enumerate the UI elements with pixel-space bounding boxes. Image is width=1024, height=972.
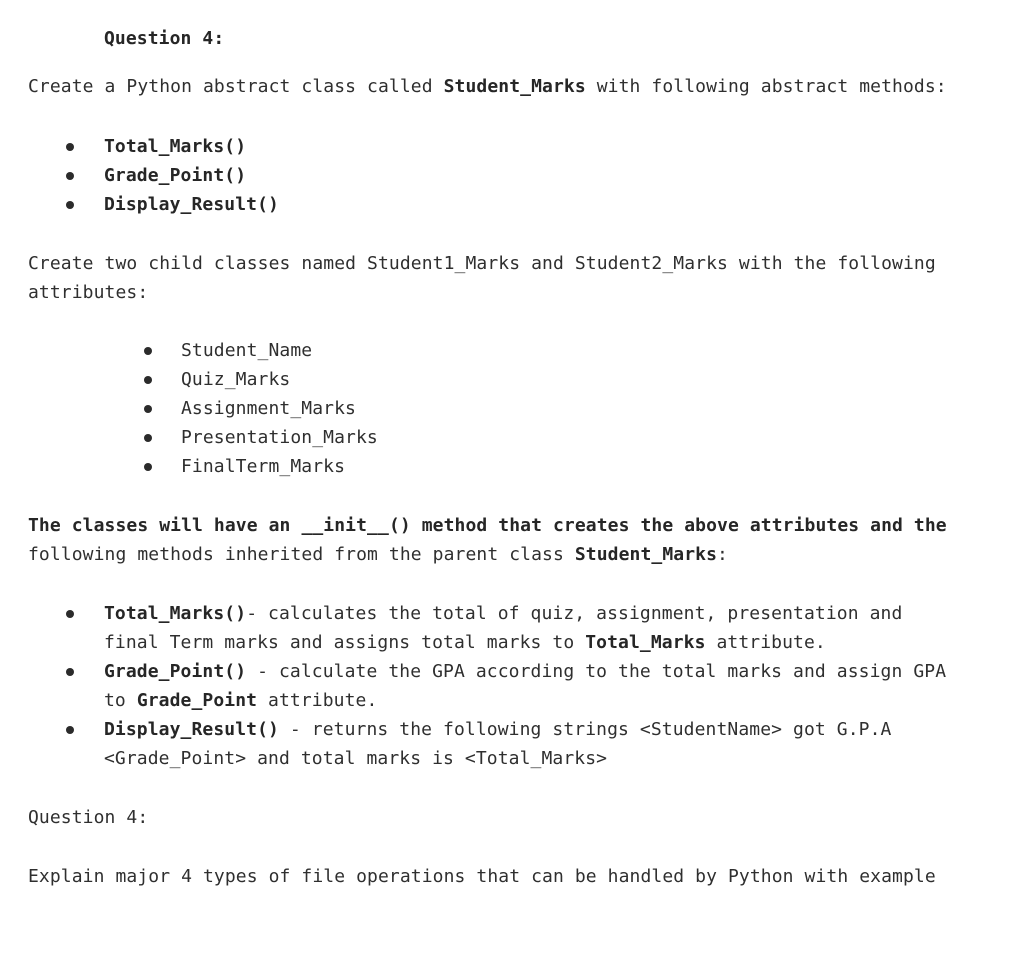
list-item: Total_Marks() <box>104 136 247 157</box>
bullet-icon <box>66 610 74 618</box>
list-item: Grade_Point() <box>104 165 247 186</box>
bullet-icon <box>66 143 74 151</box>
children-paragraph-line2: attributes: <box>28 282 149 303</box>
init-paragraph-line1: The classes will have an __init__() method that creates the above attributes and the <box>28 515 947 536</box>
list-item: Presentation_Marks <box>181 427 378 448</box>
list-item: Display_Result() <box>104 194 279 215</box>
question-heading-2: Question 4: <box>28 807 149 828</box>
bullet-icon <box>66 201 74 209</box>
list-item-continuation: final Term marks and assigns total marks to Total_Marks attribute. <box>104 632 826 653</box>
bullet-icon <box>66 172 74 180</box>
list-item-continuation: <Grade_Point> and total marks is <Total_Marks> <box>104 748 608 769</box>
question-text-2: Explain major 4 types of file operations that can be handled by Python with example <box>28 866 936 887</box>
list-item: Assignment_Marks <box>181 398 356 419</box>
list-item-continuation: to Grade_Point attribute. <box>104 690 378 711</box>
bullet-icon <box>144 463 152 471</box>
list-item: Quiz_Marks <box>181 369 291 390</box>
bullet-icon <box>144 434 152 442</box>
list-item: Total_Marks()- calculates the total of quiz, assignment, presentation and <box>104 603 903 624</box>
list-item: Student_Name <box>181 340 313 361</box>
bullet-icon <box>144 347 152 355</box>
intro-line: Create a Python abstract class called Student_Marks with following abstract methods: <box>28 76 947 97</box>
list-item: Display_Result() - returns the following strings <StudentName> got G.P.A <box>104 719 892 740</box>
bullet-icon <box>144 405 152 413</box>
bullet-icon <box>66 726 74 734</box>
bullet-icon <box>144 376 152 384</box>
list-item: Grade_Point() - calculate the GPA according to the total marks and assign GPA <box>104 661 947 682</box>
init-paragraph-line2: following methods inherited from the parent class Student_Marks: <box>28 544 728 565</box>
question-heading: Question 4: <box>104 28 225 49</box>
bullet-icon <box>66 668 74 676</box>
list-item: FinalTerm_Marks <box>181 456 346 477</box>
children-paragraph-line1: Create two child classes named Student1_Marks and Student2_Marks with the following <box>28 253 936 274</box>
